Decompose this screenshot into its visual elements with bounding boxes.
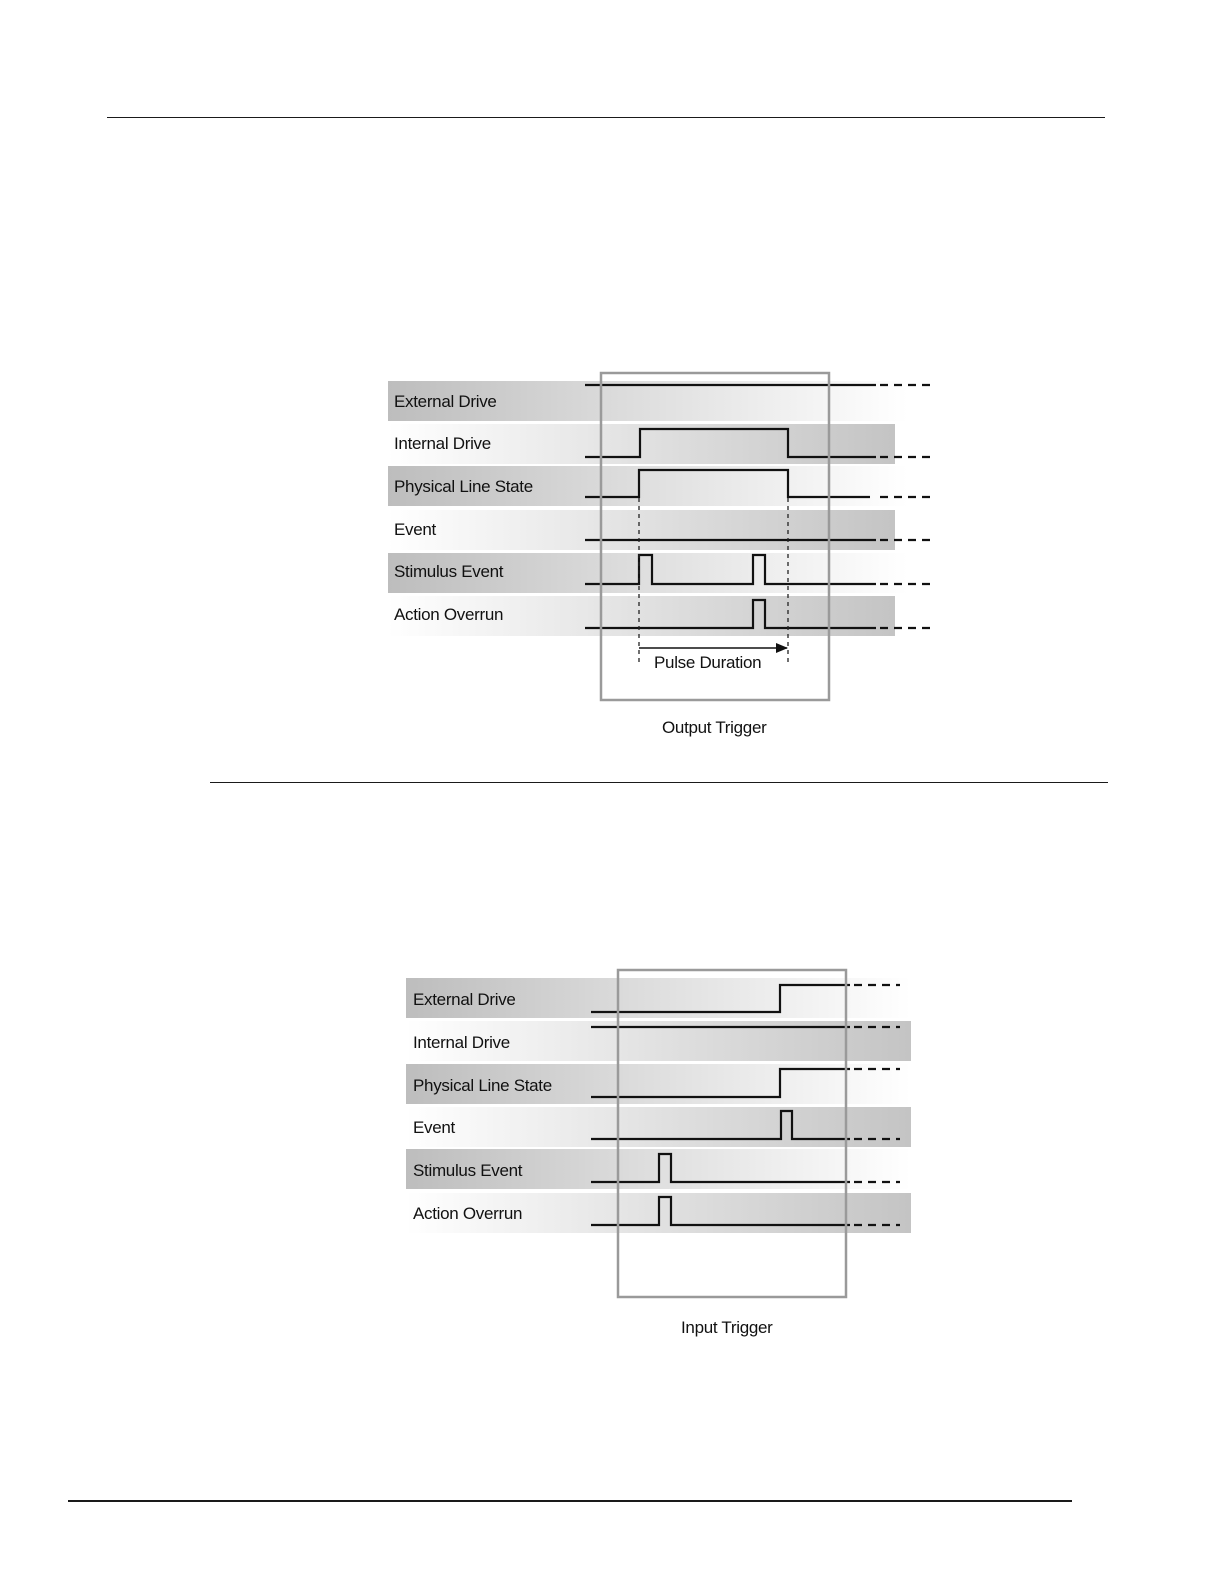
output-label-stimulus-event: Stimulus Event: [394, 562, 504, 581]
input-band-event: [406, 1107, 911, 1147]
output-label-internal-drive: Internal Drive: [394, 434, 491, 453]
output-label-action-overrun: Action Overrun: [394, 605, 504, 624]
input-label-external-drive: External Drive: [413, 990, 516, 1009]
output-trigger-diagram: [388, 373, 930, 737]
input-label-action-overrun: Action Overrun: [413, 1204, 523, 1223]
input-label-physical-line-state: Physical Line State: [413, 1076, 552, 1095]
output-label-external-drive: External Drive: [394, 392, 497, 411]
output-trigger-caption: Output Trigger: [662, 718, 767, 737]
input-label-internal-drive: Internal Drive: [413, 1033, 510, 1052]
input-label-event: Event: [413, 1118, 455, 1137]
output-pulse-duration-label: Pulse Duration: [654, 653, 762, 672]
output-label-physical-line-state: Physical Line State: [394, 477, 533, 496]
input-row-bands: [406, 978, 911, 1233]
output-band-event: [388, 510, 895, 550]
output-label-event: Event: [394, 520, 436, 539]
input-trigger-caption: Input Trigger: [681, 1318, 773, 1337]
input-label-stimulus-event: Stimulus Event: [413, 1161, 523, 1180]
input-trigger-diagram: [406, 970, 911, 1337]
